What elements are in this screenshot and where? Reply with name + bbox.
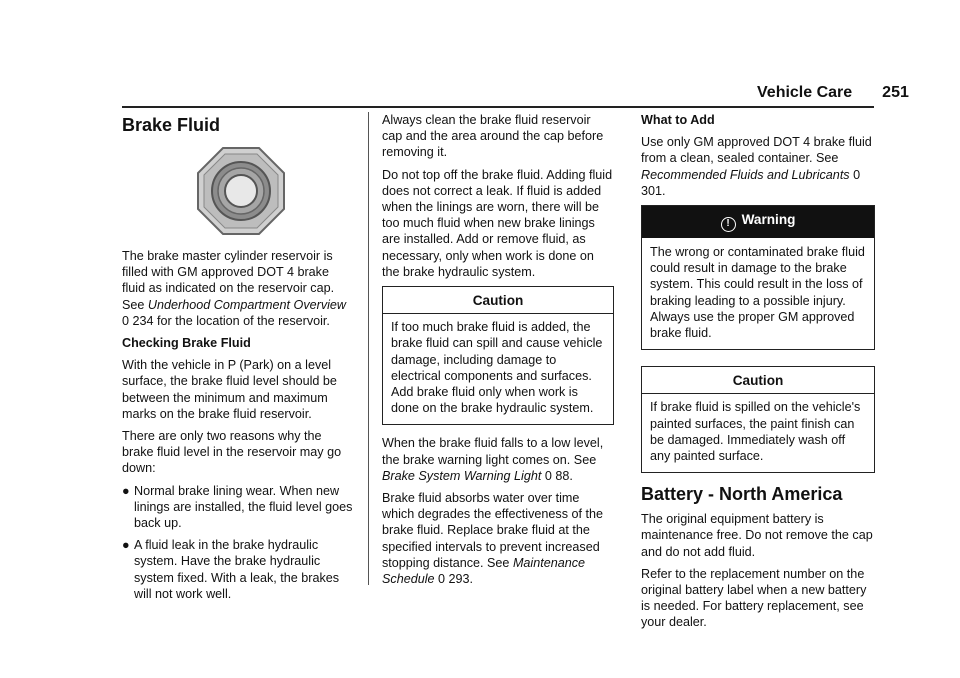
battery-paragraph-1: The original equipment battery is maintenance free. Do not remove the cap and do not add fluid. bbox=[641, 512, 873, 559]
page-ref[interactable]: 0 301 bbox=[641, 167, 861, 198]
cross-reference-link[interactable]: Recommended Fluids and Lubricants bbox=[641, 167, 850, 182]
cross-reference-link[interactable]: Maintenance Schedule bbox=[382, 555, 586, 587]
low-level-paragraph: When the brake fluid falls to a low level, the brake warning light comes on. See Brake System Warning Light 0 88. bbox=[382, 436, 604, 483]
subheading-what-to-add: What to Add bbox=[641, 113, 715, 127]
reasons-paragraph: There are only two reasons why the brake fluid level in the reservoir may go down: bbox=[122, 429, 342, 476]
intro-paragraph: The brake master cylinder reservoir is filled with GM approved DOT 4 brake fluid as indicated on the reservoir cap. See Underhood Compartment Overview 0 234 for the location of the reservoir. bbox=[122, 249, 347, 328]
caution-title: Caution bbox=[642, 367, 874, 394]
caution-text: If too much brake fluid is added, the brake fluid can spill and cause vehicle damage, including damage to electrical components and surfaces. Add brake fluid only when work is done on the brake hydraulic system. bbox=[391, 320, 603, 416]
page-header bbox=[757, 84, 909, 102]
subheading-checking: Checking Brake Fluid bbox=[122, 336, 251, 351]
clean-paragraph: Always clean the brake fluid reservoir cap and the area around the cap before removing it. bbox=[382, 113, 604, 160]
cross-reference-link[interactable]: Brake System Warning Light bbox=[382, 468, 542, 483]
warning-box bbox=[641, 205, 875, 350]
page-ref[interactable]: 0 88 bbox=[544, 468, 570, 483]
section-name: Vehicle Care bbox=[757, 84, 853, 101]
caution-box bbox=[382, 286, 614, 425]
section-title-brake-fluid: Brake Fluid bbox=[122, 115, 221, 135]
column-2 bbox=[382, 112, 614, 593]
column-divider bbox=[368, 112, 369, 585]
caution-text: If brake fluid is spilled on the vehicle's painted surfaces, the paint finish can be damaged. Immediately wash off any painted surface. bbox=[650, 400, 861, 464]
list-item: ● Normal brake lining wear. When new linings are installed, the fluid level goes back up. bbox=[122, 483, 353, 531]
warning-title: Warning bbox=[741, 212, 796, 228]
caution-box bbox=[641, 366, 875, 473]
column-1 bbox=[122, 112, 354, 608]
checking-paragraph: With the vehicle in P (Park) on a level surface, the brake fluid level should be between the minimum and maximum marks on the brake fluid reservoir. bbox=[122, 358, 337, 421]
what-to-add-paragraph: Use only GM approved DOT 4 brake fluid from a clean, sealed container. See Recommended Fluids and Lubricants 0 301. bbox=[641, 135, 872, 198]
warning-text: The wrong or contaminated brake fluid could result in damage to the brake system. This could result in the loss of braking leading to a possible injury. Always use the proper GM approved brake fluid. bbox=[650, 245, 865, 341]
bullet-icon: ● bbox=[122, 538, 130, 553]
page-ref[interactable]: 0 234 bbox=[122, 313, 154, 328]
bullet-icon: ● bbox=[122, 483, 130, 498]
warning-icon: ! bbox=[721, 217, 736, 232]
topoff-paragraph: Do not top off the brake fluid. Adding fluid does not correct a leak. If fluid is added when the linings are worn, there will be too much fluid when new brake linings are installed. Add or remove fluid, as necessary, only when work is done on the brake hydraulic system. bbox=[382, 167, 613, 279]
column-3 bbox=[641, 112, 875, 637]
warning-header bbox=[642, 206, 874, 238]
list-item: ● A fluid leak in the brake hydraulic system. Have the brake hydraulic system fixed. With a leak, the brakes will not work well. bbox=[122, 538, 340, 601]
cross-reference-link[interactable]: Underhood Compartment Overview bbox=[147, 297, 347, 312]
absorb-paragraph: Brake fluid absorbs water over time which degrades the effectiveness of the brake fluid. Replace brake fluid at the specified intervals to prevent increased stopping distance. See Maintenance Schedule 0 293. bbox=[382, 491, 603, 587]
caution-title: Caution bbox=[383, 287, 613, 314]
page-ref[interactable]: 0 293 bbox=[438, 572, 470, 587]
page-number: 251 bbox=[882, 84, 909, 101]
brake-fluid-reservoir-icon bbox=[196, 146, 286, 236]
header-rule bbox=[122, 106, 874, 108]
section-title-battery: Battery - North America bbox=[641, 484, 843, 505]
battery-paragraph-2: Refer to the replacement number on the original battery label when a new battery is needed. For battery replacement, see your dealer. bbox=[641, 566, 867, 630]
